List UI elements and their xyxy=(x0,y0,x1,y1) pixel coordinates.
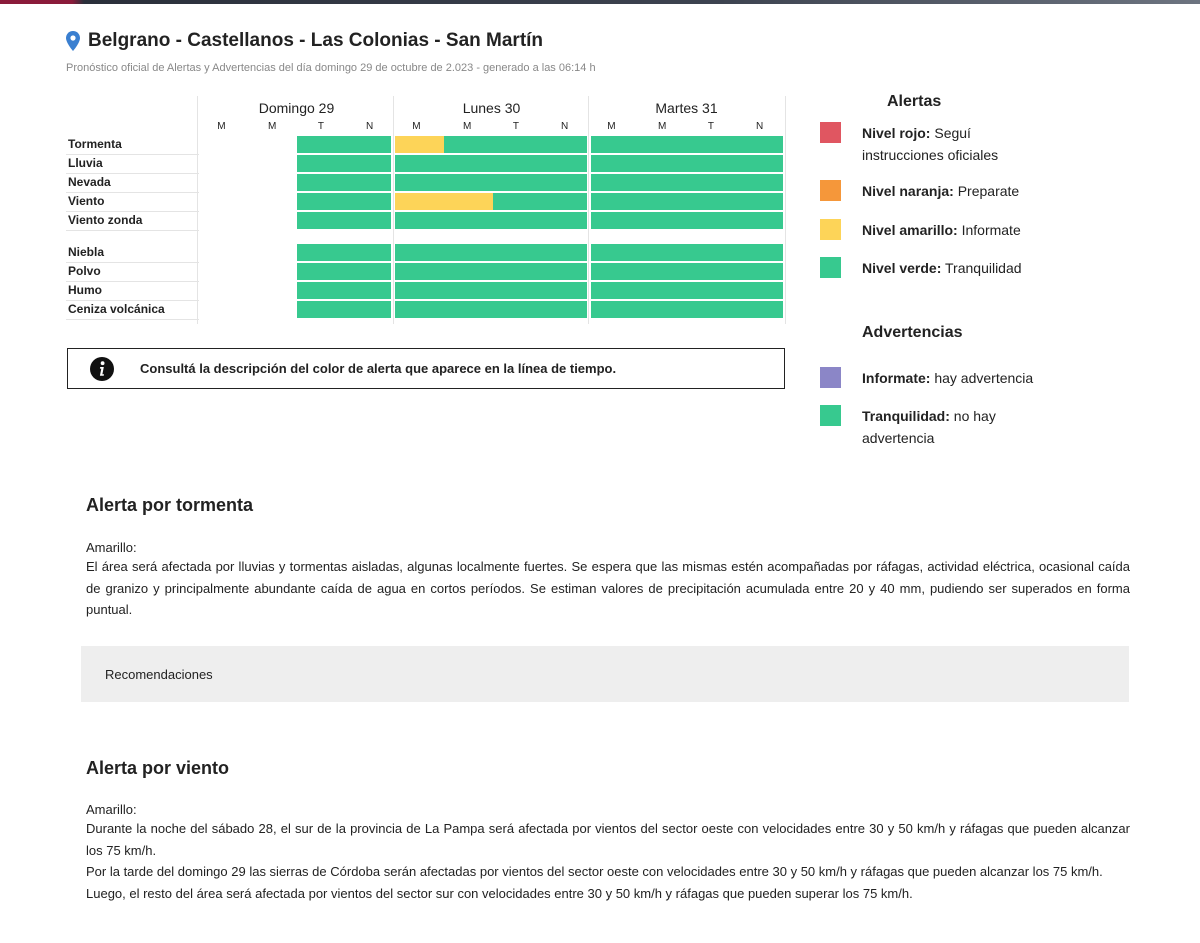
timeline-cell[interactable] xyxy=(591,193,640,210)
timeline-cell[interactable] xyxy=(199,136,248,153)
legend-item xyxy=(820,367,1060,389)
timeline-cell[interactable] xyxy=(395,155,444,172)
legend-text: Nivel rojo: Seguí instrucciones oficiales xyxy=(862,125,999,163)
timeline-cell[interactable] xyxy=(541,136,587,153)
row-label: Lluvia xyxy=(68,156,103,170)
timeline-cell[interactable] xyxy=(737,301,783,318)
row-divider xyxy=(66,154,199,155)
timeline-cell[interactable] xyxy=(541,174,587,191)
row-label: Niebla xyxy=(68,245,105,259)
timeline-cell[interactable] xyxy=(493,212,542,229)
row-label: Viento xyxy=(68,194,105,208)
timeline-cell[interactable] xyxy=(345,155,391,172)
timeline-cell[interactable] xyxy=(689,212,738,229)
period-label: M xyxy=(267,121,277,132)
timeline-cell[interactable] xyxy=(297,301,346,318)
period-label: M xyxy=(657,121,667,132)
timeline-cell[interactable] xyxy=(541,244,587,261)
timeline-cell[interactable] xyxy=(199,263,248,280)
timeline-cell[interactable] xyxy=(395,136,444,153)
alert-timeline xyxy=(66,96,786,324)
info-icon xyxy=(90,357,114,381)
alerta-viento-line: Luego, el resto del área será afectada por vientos del sector sur con velocidades entre 30 y 50 km/h y ráfagas que pueden superar los 75 km/h. xyxy=(86,885,913,901)
period-label: M xyxy=(462,121,472,132)
timeline-cell[interactable] xyxy=(689,301,738,318)
page-subtitle: Pronóstico oficial de Alertas y Advertencias del día domingo 29 de octubre de 2.023 - generado a las 06:14 h xyxy=(66,62,596,74)
timeline-cell[interactable] xyxy=(493,155,542,172)
row-label: Viento zonda xyxy=(68,213,143,227)
row-label: Polvo xyxy=(68,264,101,278)
timeline-cell[interactable] xyxy=(493,136,542,153)
legend-advertencias-title: Advertencias xyxy=(862,324,963,341)
timeline-cell[interactable] xyxy=(199,193,248,210)
info-text: Consultá la descripción del color de alerta que aparece en la línea de tiempo. xyxy=(140,361,617,376)
legend-swatch xyxy=(820,180,841,201)
timeline-cell[interactable] xyxy=(297,193,346,210)
row-label: Tormenta xyxy=(68,137,122,151)
timeline-cell[interactable] xyxy=(248,174,297,191)
row-divider xyxy=(66,281,199,282)
timeline-cell[interactable] xyxy=(444,212,493,229)
timeline-cell[interactable] xyxy=(248,263,297,280)
legend-item xyxy=(820,257,1060,279)
legend-text: Tranquilidad: no hay advertencia xyxy=(862,408,996,446)
timeline-cell[interactable] xyxy=(345,136,391,153)
timeline-cell[interactable] xyxy=(640,244,689,261)
timeline-cell[interactable] xyxy=(737,244,783,261)
timeline-cell[interactable] xyxy=(640,263,689,280)
timeline-cell[interactable] xyxy=(541,193,587,210)
timeline-cell[interactable] xyxy=(199,212,248,229)
timeline-cell[interactable] xyxy=(640,301,689,318)
timeline-cell[interactable] xyxy=(248,244,297,261)
timeline-cell[interactable] xyxy=(737,155,783,172)
row-label: Nevada xyxy=(68,175,111,189)
timeline-cell[interactable] xyxy=(689,282,738,299)
legend-item xyxy=(820,219,1060,241)
location-pin-icon xyxy=(66,31,80,51)
alerta-viento-line: Por la tarde del domingo 29 las sierras de Córdoba serán afectadas por vientos del sector oeste con velocidades entre 30 y 50 km/h y ráfagas que pueden alcanzar los 75 km/h. xyxy=(86,864,1103,879)
row-divider xyxy=(66,262,199,263)
period-label: T xyxy=(317,121,324,132)
timeline-cell[interactable] xyxy=(640,174,689,191)
timeline-cell[interactable] xyxy=(493,263,542,280)
legend-text: Informate: hay advertencia xyxy=(862,370,1034,386)
timeline-cell[interactable] xyxy=(737,193,783,210)
timeline-cell[interactable] xyxy=(345,244,391,261)
timeline-cell[interactable] xyxy=(737,263,783,280)
timeline-cell[interactable] xyxy=(640,193,689,210)
timeline-cell[interactable] xyxy=(248,301,297,318)
timeline-cell[interactable] xyxy=(248,155,297,172)
timeline-cell[interactable] xyxy=(493,282,542,299)
alerta-viento-body xyxy=(86,818,1130,904)
recomendaciones-toggle[interactable] xyxy=(81,646,1129,702)
info-box xyxy=(67,348,785,389)
timeline-cell[interactable] xyxy=(689,155,738,172)
timeline-cell[interactable] xyxy=(248,193,297,210)
timeline-cell[interactable] xyxy=(297,263,346,280)
timeline-cell[interactable] xyxy=(591,174,640,191)
timeline-cell[interactable] xyxy=(493,301,542,318)
timeline-cell[interactable] xyxy=(689,174,738,191)
recomendaciones-label: Recomendaciones xyxy=(105,666,213,682)
timeline-cell[interactable] xyxy=(689,263,738,280)
timeline-cell[interactable] xyxy=(591,282,640,299)
row-divider xyxy=(66,173,199,174)
alerta-tormenta-level: Amarillo: xyxy=(86,540,137,555)
timeline-cell[interactable] xyxy=(395,282,444,299)
period-label: M xyxy=(217,121,226,132)
timeline-cell[interactable] xyxy=(541,282,587,299)
legend-text: Nivel amarillo: Informate xyxy=(862,222,1021,238)
legend-swatch xyxy=(820,367,841,388)
timeline-cell[interactable] xyxy=(395,174,444,191)
timeline-cell[interactable] xyxy=(737,174,783,191)
timeline-cell[interactable] xyxy=(444,155,493,172)
timeline-cell[interactable] xyxy=(689,136,738,153)
alerta-tormenta-title: Alerta por tormenta xyxy=(86,495,254,515)
timeline-cell[interactable] xyxy=(541,263,587,280)
period-label: M xyxy=(607,121,616,132)
timeline-cell[interactable] xyxy=(737,212,783,229)
alerta-tormenta-body: El área será afectada por lluvias y tormentas aisladas, algunas localmente fuertes. Se espera que las mismas estén acompañadas por ráfagas, actividad eléctrica, ocasional caída de granizo y principalmente abundante caída de agua en cortos períodos. Se estiman valores de precipitación acumulada entre 20 y 40 mm, pudiendo ser superados en forma puntual. xyxy=(86,559,1130,617)
timeline-cell[interactable] xyxy=(345,212,391,229)
period-label: N xyxy=(756,121,764,132)
row-label: Ceniza volcánica xyxy=(68,302,165,316)
grid-separator xyxy=(785,96,786,324)
timeline-cell[interactable] xyxy=(297,136,346,153)
timeline-cell[interactable] xyxy=(444,244,493,261)
timeline-cell[interactable] xyxy=(591,155,640,172)
period-label: N xyxy=(366,121,374,132)
row-divider xyxy=(66,319,199,320)
timeline-cell[interactable] xyxy=(640,155,689,172)
timeline-cell[interactable] xyxy=(444,263,493,280)
legend-swatch xyxy=(820,257,841,278)
timeline-cell[interactable] xyxy=(444,282,493,299)
timeline-cell[interactable] xyxy=(297,244,346,261)
timeline-cell[interactable] xyxy=(345,193,391,210)
timeline-cell[interactable] xyxy=(444,174,493,191)
timeline-cell[interactable] xyxy=(395,193,444,210)
timeline-cell[interactable] xyxy=(345,263,391,280)
timeline-cell[interactable] xyxy=(541,155,587,172)
legend-text: Nivel verde: Tranquilidad xyxy=(862,260,1022,276)
row-divider xyxy=(66,192,199,193)
timeline-cell[interactable] xyxy=(591,212,640,229)
timeline-cell[interactable] xyxy=(345,301,391,318)
timeline-cell[interactable] xyxy=(395,212,444,229)
top-bar xyxy=(0,0,1200,4)
timeline-cell[interactable] xyxy=(199,244,248,261)
grid-separator xyxy=(197,96,198,324)
row-label: Humo xyxy=(68,283,102,297)
timeline-cell[interactable] xyxy=(640,282,689,299)
timeline-cell[interactable] xyxy=(541,212,587,229)
day-header: Lunes 30 xyxy=(462,100,521,116)
row-divider xyxy=(66,230,199,231)
timeline-cell[interactable] xyxy=(248,212,297,229)
timeline-cell[interactable] xyxy=(248,136,297,153)
page-title: Belgrano - Castellanos - Las Colonias - San Martín xyxy=(88,30,544,51)
day-header: Domingo 29 xyxy=(258,100,335,116)
timeline-cell[interactable] xyxy=(395,244,444,261)
timeline-cell[interactable] xyxy=(640,136,689,153)
day-header: Martes 31 xyxy=(655,100,718,116)
period-label: M xyxy=(412,121,421,132)
grid-separator xyxy=(588,96,589,324)
timeline-cell[interactable] xyxy=(493,193,542,210)
timeline-cell[interactable] xyxy=(444,301,493,318)
timeline-cell[interactable] xyxy=(345,174,391,191)
legend-swatch xyxy=(820,122,841,143)
timeline-cell[interactable] xyxy=(689,244,738,261)
timeline-cell[interactable] xyxy=(297,212,346,229)
timeline-cell[interactable] xyxy=(345,282,391,299)
timeline-cell[interactable] xyxy=(689,193,738,210)
timeline-cell[interactable] xyxy=(737,282,783,299)
period-label: T xyxy=(707,121,714,132)
alerta-viento-title: Alerta por viento xyxy=(86,758,230,778)
timeline-cell[interactable] xyxy=(591,136,640,153)
timeline-cell[interactable] xyxy=(248,282,297,299)
timeline-cell[interactable] xyxy=(591,301,640,318)
legend-item xyxy=(820,122,1050,166)
timeline-cell[interactable] xyxy=(297,174,346,191)
legend-item xyxy=(820,180,1060,202)
legend-item xyxy=(820,405,1030,449)
legend-swatch xyxy=(820,219,841,240)
timeline-cell[interactable] xyxy=(493,244,542,261)
timeline-cell[interactable] xyxy=(444,193,493,210)
row-divider xyxy=(66,211,199,212)
timeline-cell[interactable] xyxy=(395,301,444,318)
timeline-cell[interactable] xyxy=(444,136,493,153)
legend-text: Nivel naranja: Preparate xyxy=(862,183,1020,199)
page-header xyxy=(66,30,543,52)
grid-separator xyxy=(393,96,394,324)
alerta-viento-line: Durante la noche del sábado 28, el sur de la provincia de La Pampa será afectada por vientos del sector oeste con velocidades entre 30 y 50 km/h y ráfagas que pueden alcanzar los 75 km/h. xyxy=(86,821,1130,858)
timeline-cell[interactable] xyxy=(199,174,248,191)
timeline-cell[interactable] xyxy=(541,301,587,318)
timeline-cell[interactable] xyxy=(591,244,640,261)
timeline-cell[interactable] xyxy=(297,282,346,299)
timeline-cell[interactable] xyxy=(297,155,346,172)
timeline-cell[interactable] xyxy=(493,174,542,191)
timeline-cell[interactable] xyxy=(395,263,444,280)
timeline-cell[interactable] xyxy=(640,212,689,229)
period-label: T xyxy=(512,121,519,132)
alerta-viento-level: Amarillo: xyxy=(86,802,137,817)
timeline-cell[interactable] xyxy=(737,136,783,153)
period-label: N xyxy=(561,121,569,132)
timeline-cell[interactable] xyxy=(591,263,640,280)
row-divider xyxy=(66,300,199,301)
legend-alertas-title: Alertas xyxy=(887,93,942,110)
timeline-cell[interactable] xyxy=(199,282,248,299)
timeline-cell[interactable] xyxy=(199,155,248,172)
timeline-cell[interactable] xyxy=(199,301,248,318)
legend-swatch xyxy=(820,405,841,426)
